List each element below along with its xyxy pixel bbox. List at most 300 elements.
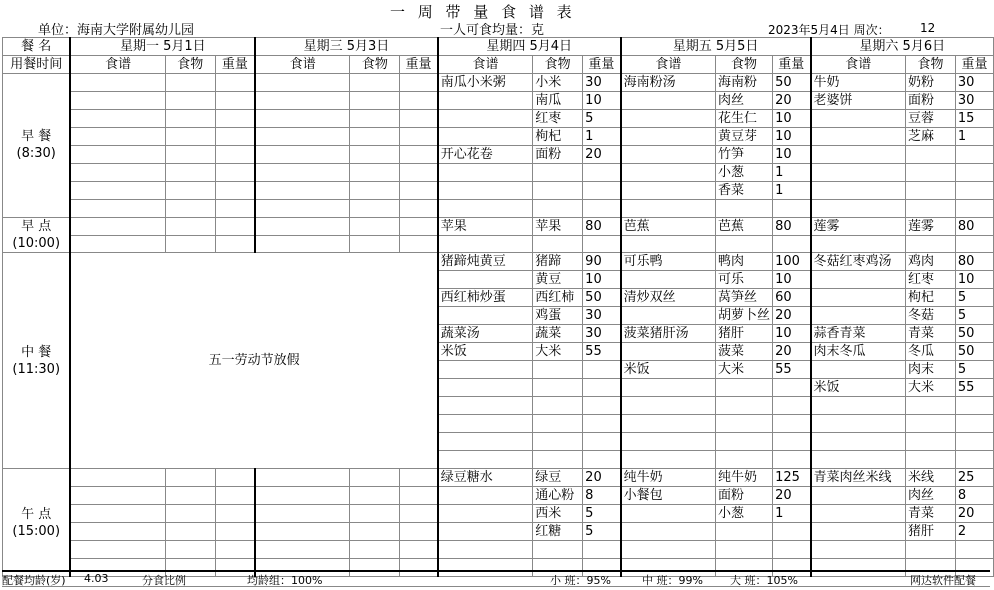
recipe-name — [811, 289, 906, 307]
meal-time-header: 用餐时间 — [3, 56, 71, 74]
day-header: 星期四 5月4日 — [438, 38, 621, 56]
empty-cell — [165, 182, 215, 200]
empty-cell — [621, 451, 716, 469]
empty-cell — [533, 451, 583, 469]
empty-cell — [533, 433, 583, 451]
empty-cell — [438, 164, 533, 182]
recipe-name — [621, 146, 716, 164]
meal-time: (8:30) — [16, 146, 56, 162]
empty-cell — [215, 74, 255, 92]
recipe-name: 老婆饼 — [811, 92, 906, 110]
recipe-name: 芭蕉 — [621, 217, 716, 235]
empty-cell — [70, 505, 165, 523]
avg-age-value: 4.03 — [84, 572, 109, 585]
recipe-name — [811, 361, 906, 379]
empty-cell — [165, 164, 215, 182]
empty-cell — [438, 397, 533, 415]
food-weight: 10 — [773, 271, 811, 289]
food-weight: 1 — [583, 128, 621, 146]
empty-cell — [621, 200, 716, 218]
avg-group: 均龄组：100% — [247, 574, 323, 587]
food-weight: 2 — [955, 523, 993, 541]
empty-cell — [255, 74, 350, 92]
food-name: 奶粉 — [905, 74, 955, 92]
food-weight: 55 — [773, 361, 811, 379]
empty-cell — [350, 523, 400, 541]
recipe-name — [811, 271, 906, 289]
food-weight: 50 — [583, 289, 621, 307]
empty-cell — [70, 541, 165, 559]
big-class: 大 班：105% — [730, 574, 798, 587]
meal-name: 中 餐 — [21, 344, 52, 360]
empty-cell — [165, 235, 215, 253]
food-weight: 10 — [773, 325, 811, 343]
recipe-name: 肉末冬瓜 — [811, 343, 906, 361]
recipe-name — [621, 128, 716, 146]
recipe-name: 可乐鸭 — [621, 253, 716, 271]
food-name: 面粉 — [905, 92, 955, 110]
empty-cell — [215, 200, 255, 218]
weight-header: 重量 — [400, 56, 438, 74]
empty-cell — [905, 200, 955, 218]
footer-bar — [2, 570, 990, 587]
recipe-name — [438, 128, 533, 146]
empty-cell — [350, 235, 400, 253]
empty-cell — [255, 469, 350, 487]
empty-cell — [350, 217, 400, 235]
recipe-name: 莲雾 — [811, 217, 906, 235]
empty-cell — [438, 433, 533, 451]
empty-cell — [811, 433, 906, 451]
weight-header: 重量 — [215, 56, 255, 74]
empty-cell — [70, 200, 165, 218]
recipe-name: 青菜肉丝米线 — [811, 469, 906, 487]
empty-cell — [165, 487, 215, 505]
food-name: 南瓜 — [533, 92, 583, 110]
empty-cell — [905, 397, 955, 415]
recipe-name: 猪蹄炖黄豆 — [438, 253, 533, 271]
empty-cell — [70, 487, 165, 505]
empty-cell — [438, 415, 533, 433]
empty-cell — [165, 505, 215, 523]
recipe-name — [438, 92, 533, 110]
empty-cell — [215, 523, 255, 541]
food-weight: 10 — [583, 92, 621, 110]
recipe-name — [438, 110, 533, 128]
empty-cell — [583, 235, 621, 253]
day-header: 星期三 5月3日 — [255, 38, 438, 56]
menu-table — [2, 37, 994, 577]
empty-cell — [350, 110, 400, 128]
empty-cell — [621, 235, 716, 253]
food-name: 胡萝卜丝 — [716, 307, 773, 325]
empty-cell — [811, 397, 906, 415]
empty-cell — [400, 469, 438, 487]
food-header: 食物 — [165, 56, 215, 74]
empty-cell — [70, 146, 165, 164]
food-name: 猪肝 — [905, 523, 955, 541]
empty-cell — [255, 505, 350, 523]
recipe-name — [438, 271, 533, 289]
empty-cell — [438, 379, 533, 397]
empty-cell — [533, 182, 583, 200]
food-name: 蔬菜 — [533, 325, 583, 343]
empty-cell — [773, 379, 811, 397]
food-weight: 30 — [955, 74, 993, 92]
recipe-name — [811, 307, 906, 325]
empty-cell — [165, 146, 215, 164]
food-name: 面粉 — [533, 146, 583, 164]
empty-cell — [400, 541, 438, 559]
empty-cell — [400, 92, 438, 110]
recipe-name — [438, 505, 533, 523]
food-weight: 50 — [955, 325, 993, 343]
holiday-notice: 五一劳动节放假 — [70, 253, 437, 469]
empty-cell — [350, 164, 400, 182]
empty-cell — [716, 235, 773, 253]
empty-cell — [583, 433, 621, 451]
empty-cell — [215, 182, 255, 200]
meal-name: 早 餐 — [21, 129, 52, 145]
recipe-name: 纯牛奶 — [621, 469, 716, 487]
empty-cell — [583, 200, 621, 218]
empty-cell — [583, 379, 621, 397]
food-name: 可乐 — [716, 271, 773, 289]
meal-name: 早 点 — [21, 219, 52, 234]
recipe-name: 蔬菜汤 — [438, 325, 533, 343]
recipe-name: 西红柿炒蛋 — [438, 289, 533, 307]
food-name: 西红柿 — [533, 289, 583, 307]
empty-cell — [533, 397, 583, 415]
recipe-name: 米饭 — [438, 343, 533, 361]
empty-cell — [621, 379, 716, 397]
food-name: 苹果 — [533, 217, 583, 235]
food-weight: 20 — [773, 343, 811, 361]
empty-cell — [215, 146, 255, 164]
empty-cell — [716, 200, 773, 218]
empty-cell — [70, 164, 165, 182]
weight-header: 重量 — [955, 56, 993, 74]
empty-cell — [350, 74, 400, 92]
empty-cell — [400, 74, 438, 92]
empty-cell — [811, 235, 906, 253]
food-weight: 15 — [955, 110, 993, 128]
food-weight: 1 — [773, 505, 811, 523]
recipe-name: 米饭 — [621, 361, 716, 379]
empty-cell — [811, 415, 906, 433]
food-name: 青菜 — [905, 325, 955, 343]
unit-label: 单位：海南大学附属幼儿园 — [38, 23, 195, 38]
food-weight: 100 — [773, 253, 811, 271]
empty-cell — [438, 182, 533, 200]
empty-cell — [438, 451, 533, 469]
food-weight: 10 — [773, 128, 811, 146]
empty-cell — [255, 128, 350, 146]
food-name: 枸杞 — [533, 128, 583, 146]
recipe-name: 南瓜小米粥 — [438, 74, 533, 92]
recipe-name — [811, 128, 906, 146]
week-number: 12 — [920, 21, 936, 35]
food-weight: 25 — [955, 469, 993, 487]
empty-cell — [716, 433, 773, 451]
empty-cell — [255, 487, 350, 505]
empty-cell — [400, 110, 438, 128]
empty-cell — [165, 128, 215, 146]
food-weight: 8 — [583, 487, 621, 505]
empty-cell — [955, 397, 993, 415]
empty-cell — [215, 217, 255, 235]
recipe-name — [621, 92, 716, 110]
food-weight: 1 — [773, 182, 811, 200]
empty-cell — [905, 451, 955, 469]
food-weight: 125 — [773, 469, 811, 487]
empty-cell — [165, 200, 215, 218]
empty-cell — [811, 200, 906, 218]
meal-name: 午 点 — [21, 506, 52, 522]
food-name: 米线 — [905, 469, 955, 487]
empty-cell — [215, 110, 255, 128]
food-weight: 20 — [583, 469, 621, 487]
meal-label-afternoon — [3, 469, 71, 577]
empty-cell — [400, 182, 438, 200]
empty-cell — [905, 433, 955, 451]
empty-cell — [165, 523, 215, 541]
food-weight: 20 — [773, 487, 811, 505]
empty-cell — [215, 505, 255, 523]
food-name: 小葱 — [716, 505, 773, 523]
food-weight: 10 — [955, 271, 993, 289]
empty-cell — [255, 182, 350, 200]
empty-cell — [400, 505, 438, 523]
food-name: 鸭肉 — [716, 253, 773, 271]
food-name: 大米 — [533, 343, 583, 361]
food-name: 黄豆 — [533, 271, 583, 289]
food-weight: 5 — [955, 289, 993, 307]
empty-cell — [70, 235, 165, 253]
empty-cell — [215, 235, 255, 253]
recipe-name: 海南粉汤 — [621, 74, 716, 92]
empty-cell — [438, 235, 533, 253]
food-weight: 5 — [583, 523, 621, 541]
empty-cell — [438, 361, 533, 379]
food-weight: 30 — [955, 92, 993, 110]
recipe-name — [811, 110, 906, 128]
empty-cell — [255, 541, 350, 559]
empty-cell — [350, 128, 400, 146]
empty-cell — [350, 469, 400, 487]
recipe-name — [621, 271, 716, 289]
food-name: 面粉 — [716, 487, 773, 505]
empty-cell — [773, 235, 811, 253]
empty-cell — [716, 523, 773, 541]
food-weight: 1 — [955, 128, 993, 146]
food-name: 香菜 — [716, 182, 773, 200]
meal-time: (10:00) — [12, 236, 61, 251]
empty-cell — [533, 415, 583, 433]
meal-header: 餐 名 — [3, 38, 71, 56]
food-name: 红枣 — [533, 110, 583, 128]
avg-age-label: 配餐均龄(岁) — [2, 574, 66, 587]
empty-cell — [400, 487, 438, 505]
empty-cell — [583, 541, 621, 559]
empty-cell — [583, 182, 621, 200]
ratio-label: 分食比例 — [142, 574, 186, 587]
food-weight: 80 — [955, 253, 993, 271]
food-name: 芝麻 — [905, 128, 955, 146]
empty-cell — [165, 217, 215, 235]
recipe-name: 清炒双丝 — [621, 289, 716, 307]
day-header: 星期五 5月5日 — [621, 38, 811, 56]
recipe-name: 菠菜猪肝汤 — [621, 325, 716, 343]
empty-cell — [350, 505, 400, 523]
empty-cell — [811, 451, 906, 469]
empty-cell — [955, 433, 993, 451]
recipe-name — [438, 307, 533, 325]
empty-cell — [905, 164, 955, 182]
recipe-name: 小餐包 — [621, 487, 716, 505]
empty-cell — [905, 541, 955, 559]
food-name: 海南粉 — [716, 74, 773, 92]
empty-cell — [165, 469, 215, 487]
empty-cell — [533, 235, 583, 253]
empty-cell — [533, 200, 583, 218]
software-label: 网达软件配餐 — [910, 574, 976, 587]
empty-cell — [621, 541, 716, 559]
empty-cell — [955, 182, 993, 200]
date-week-label: 2023年5月4日 周次： — [768, 23, 890, 37]
empty-cell — [350, 200, 400, 218]
food-weight: 55 — [583, 343, 621, 361]
empty-cell — [773, 541, 811, 559]
food-name: 菠菜 — [716, 343, 773, 361]
food-weight: 20 — [773, 92, 811, 110]
food-name: 小葱 — [716, 164, 773, 182]
empty-cell — [215, 92, 255, 110]
recipe-header: 食谱 — [70, 56, 165, 74]
food-weight: 20 — [773, 307, 811, 325]
recipe-name — [621, 343, 716, 361]
food-weight: 20 — [583, 146, 621, 164]
empty-cell — [350, 487, 400, 505]
recipe-name — [811, 523, 906, 541]
empty-cell — [400, 146, 438, 164]
empty-cell — [773, 523, 811, 541]
empty-cell — [583, 451, 621, 469]
food-weight: 80 — [955, 217, 993, 235]
empty-cell — [215, 487, 255, 505]
empty-cell — [400, 128, 438, 146]
meal-label-snack — [3, 217, 71, 253]
day-header: 星期一 5月1日 — [70, 38, 255, 56]
empty-cell — [621, 433, 716, 451]
food-weight: 1 — [773, 164, 811, 182]
empty-cell — [70, 74, 165, 92]
empty-cell — [70, 128, 165, 146]
small-class: 小 班：95% — [550, 574, 611, 587]
recipe-name: 绿豆糖水 — [438, 469, 533, 487]
recipe-name — [811, 505, 906, 523]
food-weight: 30 — [583, 74, 621, 92]
food-weight: 80 — [773, 217, 811, 235]
recipe-header: 食谱 — [621, 56, 716, 74]
recipe-name — [438, 523, 533, 541]
food-weight: 50 — [773, 74, 811, 92]
empty-cell — [905, 415, 955, 433]
food-weight: 10 — [773, 110, 811, 128]
empty-cell — [621, 397, 716, 415]
food-weight: 55 — [955, 379, 993, 397]
empty-cell — [773, 433, 811, 451]
recipe-name — [621, 182, 716, 200]
empty-cell — [955, 451, 993, 469]
food-weight: 8 — [955, 487, 993, 505]
empty-cell — [716, 415, 773, 433]
food-name: 猪肝 — [716, 325, 773, 343]
food-weight: 5 — [583, 505, 621, 523]
meal-time: (11:30) — [12, 361, 61, 377]
food-weight: 10 — [583, 271, 621, 289]
food-weight: 5 — [955, 361, 993, 379]
meal-time: (15:00) — [12, 523, 61, 539]
empty-cell — [255, 200, 350, 218]
empty-cell — [70, 110, 165, 128]
empty-cell — [533, 379, 583, 397]
empty-cell — [70, 182, 165, 200]
empty-cell — [773, 397, 811, 415]
food-name: 青菜 — [905, 505, 955, 523]
empty-cell — [621, 523, 716, 541]
empty-cell — [811, 164, 906, 182]
food-name: 芭蕉 — [716, 217, 773, 235]
empty-cell — [905, 235, 955, 253]
food-weight: 90 — [583, 253, 621, 271]
food-name: 鸡肉 — [905, 253, 955, 271]
empty-cell — [70, 469, 165, 487]
empty-cell — [438, 541, 533, 559]
recipe-name: 蒜香青菜 — [811, 325, 906, 343]
empty-cell — [773, 415, 811, 433]
recipe-name — [811, 487, 906, 505]
empty-cell — [905, 182, 955, 200]
empty-cell — [165, 110, 215, 128]
recipe-name: 牛奶 — [811, 74, 906, 92]
empty-cell — [400, 217, 438, 235]
weight-header: 重量 — [773, 56, 811, 74]
recipe-name — [621, 505, 716, 523]
food-name: 大米 — [905, 379, 955, 397]
empty-cell — [533, 164, 583, 182]
food-name: 花生仁 — [716, 110, 773, 128]
food-name: 绿豆 — [533, 469, 583, 487]
food-name: 猪蹄 — [533, 253, 583, 271]
portion-label: 一人可食均量：克 — [440, 23, 545, 38]
empty-cell — [905, 146, 955, 164]
empty-cell — [811, 182, 906, 200]
food-weight: 10 — [773, 146, 811, 164]
empty-cell — [400, 235, 438, 253]
empty-cell — [716, 451, 773, 469]
empty-cell — [350, 541, 400, 559]
food-name: 冬瓜 — [905, 343, 955, 361]
food-header: 食物 — [533, 56, 583, 74]
empty-cell — [215, 164, 255, 182]
food-name: 通心粉 — [533, 487, 583, 505]
empty-cell — [165, 74, 215, 92]
food-weight: 5 — [955, 307, 993, 325]
meal-label-breakfast — [3, 74, 71, 218]
empty-cell — [955, 541, 993, 559]
empty-cell — [716, 541, 773, 559]
